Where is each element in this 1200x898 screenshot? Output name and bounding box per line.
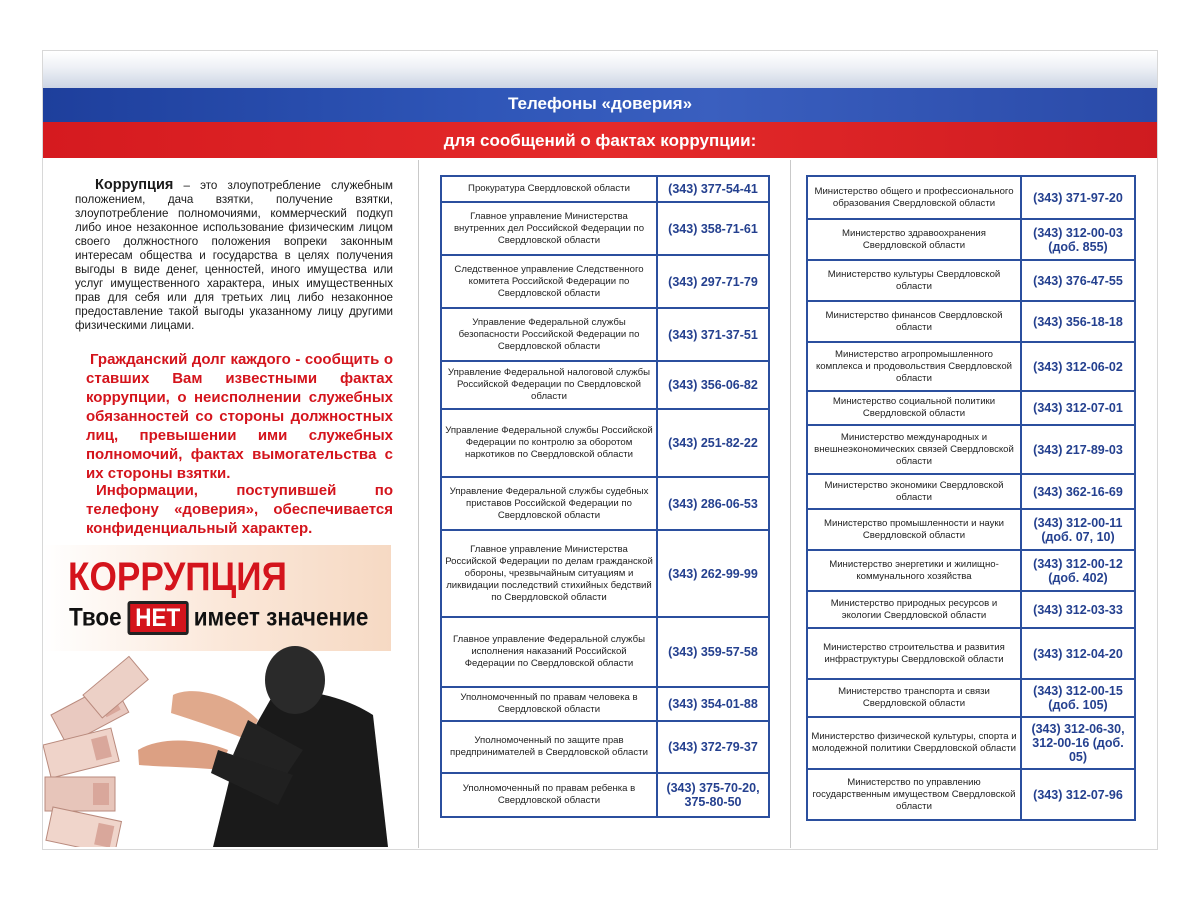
phone-number: (343) 312-04-20 bbox=[1021, 628, 1135, 679]
organization-name: Министерство природных ресурсов и экологии Свердловской области bbox=[807, 591, 1021, 628]
organization-name: Следственное управление Следственного комитета Российской Федерации по Свердловской области bbox=[441, 255, 657, 308]
phone-number: (343) 312-00-03 (доб. 855) bbox=[1021, 219, 1135, 260]
banknotes-icon bbox=[43, 656, 148, 847]
organization-name: Управление Федеральной службы судебных приставов Российской Федерации по Свердловской области bbox=[441, 477, 657, 530]
organization-name: Прокуратура Свердловской области bbox=[441, 176, 657, 202]
table-row bbox=[441, 409, 769, 477]
table-row bbox=[807, 628, 1135, 679]
phone-number: (343) 354-01-88 bbox=[657, 687, 769, 721]
organization-name: Министерство культуры Свердловской области bbox=[807, 260, 1021, 301]
phone-number: (343) 377-54-41 bbox=[657, 176, 769, 202]
definition-term: Коррупция bbox=[95, 177, 174, 193]
column-divider bbox=[790, 160, 791, 848]
table-row bbox=[441, 308, 769, 361]
organization-name: Уполномоченный по защите прав предпринимателей в Свердловской области bbox=[441, 721, 657, 773]
table-row bbox=[807, 509, 1135, 550]
column-divider bbox=[418, 160, 419, 848]
phone-number: (343) 359-57-58 bbox=[657, 617, 769, 687]
organization-name: Главное управление Министерства Российской Федерации по делам гражданской обороны, чрезвычайным ситуациям и ликвидации последствий стихийных бедствий по Свердловской области bbox=[441, 530, 657, 617]
corruption-definition bbox=[75, 178, 393, 333]
table-row bbox=[807, 769, 1135, 820]
phone-number: (343) 251-82-22 bbox=[657, 409, 769, 477]
organization-name: Министерство международных и внешнеэкономических связей Свердловской области bbox=[807, 425, 1021, 474]
phone-number: (343) 217-89-03 bbox=[1021, 425, 1135, 474]
organization-name: Уполномоченный по правам ребенка в Свердловской области bbox=[441, 773, 657, 817]
slogan-part-1: Твое bbox=[69, 603, 122, 632]
phone-number: (343) 312-07-96 bbox=[1021, 769, 1135, 820]
phone-number: (343) 356-06-82 bbox=[657, 361, 769, 409]
man-icon bbox=[138, 646, 388, 847]
phone-number: (343) 312-07-01 bbox=[1021, 391, 1135, 425]
table-row bbox=[441, 176, 769, 202]
phone-table-regional bbox=[806, 175, 1136, 821]
phone-number: (343) 371-37-51 bbox=[657, 308, 769, 361]
organization-name: Министерство строительства и развития инфраструктуры Свердловской области bbox=[807, 628, 1021, 679]
table-row bbox=[441, 202, 769, 255]
table-row bbox=[441, 255, 769, 308]
phone-number: (343) 297-71-79 bbox=[657, 255, 769, 308]
organization-name: Управление Федеральной службы безопасности Российской Федерации по Свердловской области bbox=[441, 308, 657, 361]
phone-number: (343) 312-00-11 (доб. 07, 10) bbox=[1021, 509, 1135, 550]
phone-number: (343) 376-47-55 bbox=[1021, 260, 1135, 301]
refusing-man-illustration bbox=[43, 545, 391, 847]
phone-number: (343) 375-70-20, 375-80-50 bbox=[657, 773, 769, 817]
organization-name: Министерство по управлению государственным имуществом Свердловской области bbox=[807, 769, 1021, 820]
organization-name: Управление Федеральной службы Российской Федерации по контролю за оборотом наркотиков по Свердловской области bbox=[441, 409, 657, 477]
table-row bbox=[441, 617, 769, 687]
table-row bbox=[441, 687, 769, 721]
phone-number: (343) 262-99-99 bbox=[657, 530, 769, 617]
phone-number: (343) 371-97-20 bbox=[1021, 176, 1135, 219]
organization-name: Министерство здравоохранения Свердловской области bbox=[807, 219, 1021, 260]
phone-number: (343) 312-00-15 (доб. 105) bbox=[1021, 679, 1135, 717]
organization-name: Министерство агропромышленного комплекса и продовольствия Свердловской области bbox=[807, 342, 1021, 391]
phone-number: (343) 312-00-12 (доб. 402) bbox=[1021, 550, 1135, 591]
table-row bbox=[807, 176, 1135, 219]
phone-number: (343) 286-06-53 bbox=[657, 477, 769, 530]
anti-corruption-poster bbox=[43, 545, 391, 847]
net-badge: НЕТ bbox=[127, 601, 188, 635]
table-row bbox=[807, 391, 1135, 425]
table-row bbox=[807, 550, 1135, 591]
confidentiality-text: Информации, поступившей по телефону «доверия», обеспечивается конфиденциальный характер. bbox=[86, 482, 393, 537]
table-row bbox=[441, 530, 769, 617]
organization-name: Министерство промышленности и науки Свердловской области bbox=[807, 509, 1021, 550]
phone-number: (343) 356-18-18 bbox=[1021, 301, 1135, 342]
phone-number: (343) 312-03-33 bbox=[1021, 591, 1135, 628]
banner-subtitle: для сообщений о фактах коррупции: bbox=[443, 131, 757, 150]
organization-name: Главное управление Министерства внутренних дел Российской Федерации по Свердловской области bbox=[441, 202, 657, 255]
organization-name: Министерство транспорта и связи Свердловской области bbox=[807, 679, 1021, 717]
organization-name: Управление Федеральной налоговой службы Российской Федерации по Свердловской области bbox=[441, 361, 657, 409]
organization-name: Уполномоченный по правам человека в Свердловской области bbox=[441, 687, 657, 721]
table-row bbox=[441, 361, 769, 409]
table-row bbox=[807, 219, 1135, 260]
organization-name: Министерство общего и профессионального образования Свердловской области bbox=[807, 176, 1021, 219]
definition-text: – это злоупотребление служебным положением, дача взятки, получение взятки, злоупотребление полномочиями, коммерческий подкуп либо иное незаконное использование физическим лицом своего должностного положения вопреки законным интересам общества и государства в целях получения выгоды в виде денег, ценностей, иного имущества или услуг имущественного характера, иных имущественных прав для себя или для третьих лиц либо незаконное предоставление такой выгоды указанному лицу другими физическими лицами. bbox=[75, 179, 393, 332]
phone-number: (343) 312-06-02 bbox=[1021, 342, 1135, 391]
table-row bbox=[807, 591, 1135, 628]
table-row bbox=[807, 679, 1135, 717]
phone-number: (343) 362-16-69 bbox=[1021, 474, 1135, 509]
phone-table-federal bbox=[440, 175, 770, 818]
poster-title: КОРРУПЦИЯ bbox=[68, 555, 287, 599]
table-row bbox=[441, 721, 769, 773]
table-row bbox=[807, 474, 1135, 509]
table-row bbox=[807, 717, 1135, 769]
banner-title: Телефоны «доверия» bbox=[507, 94, 693, 113]
table-row bbox=[807, 425, 1135, 474]
table-row bbox=[807, 342, 1135, 391]
phone-number: (343) 358-71-61 bbox=[657, 202, 769, 255]
table-row bbox=[441, 773, 769, 817]
civic-duty-text: Гражданский долг каждого - сообщить о ставших Вам известными фактах коррупции, о неисполнении служебных обязанностей со стороны должностных лиц, превышении ими служебных полномочий, фактах вымогательства с их стороны взятки. bbox=[86, 351, 393, 482]
slogan-part-2: имеет значение bbox=[193, 603, 369, 632]
phone-number: (343) 312-06-30, 312-00-16 (доб. 05) bbox=[1021, 717, 1135, 769]
organization-name: Министерство финансов Свердловской области bbox=[807, 301, 1021, 342]
phone-number: (343) 372-79-37 bbox=[657, 721, 769, 773]
organization-name: Главное управление Федеральной службы исполнения наказаний Российской Федерации по Свердловской области bbox=[441, 617, 657, 687]
organization-name: Министерство социальной политики Свердловской области bbox=[807, 391, 1021, 425]
organization-name: Министерство экономики Свердловской области bbox=[807, 474, 1021, 509]
table-row bbox=[807, 301, 1135, 342]
table-row bbox=[807, 260, 1135, 301]
organization-name: Министерство энергетики и жилищно-коммунального хозяйства bbox=[807, 550, 1021, 591]
flag-stripe-white bbox=[43, 52, 1157, 90]
table-row bbox=[441, 477, 769, 530]
organization-name: Министерство физической культуры, спорта и молодежной политики Свердловской области bbox=[807, 717, 1021, 769]
